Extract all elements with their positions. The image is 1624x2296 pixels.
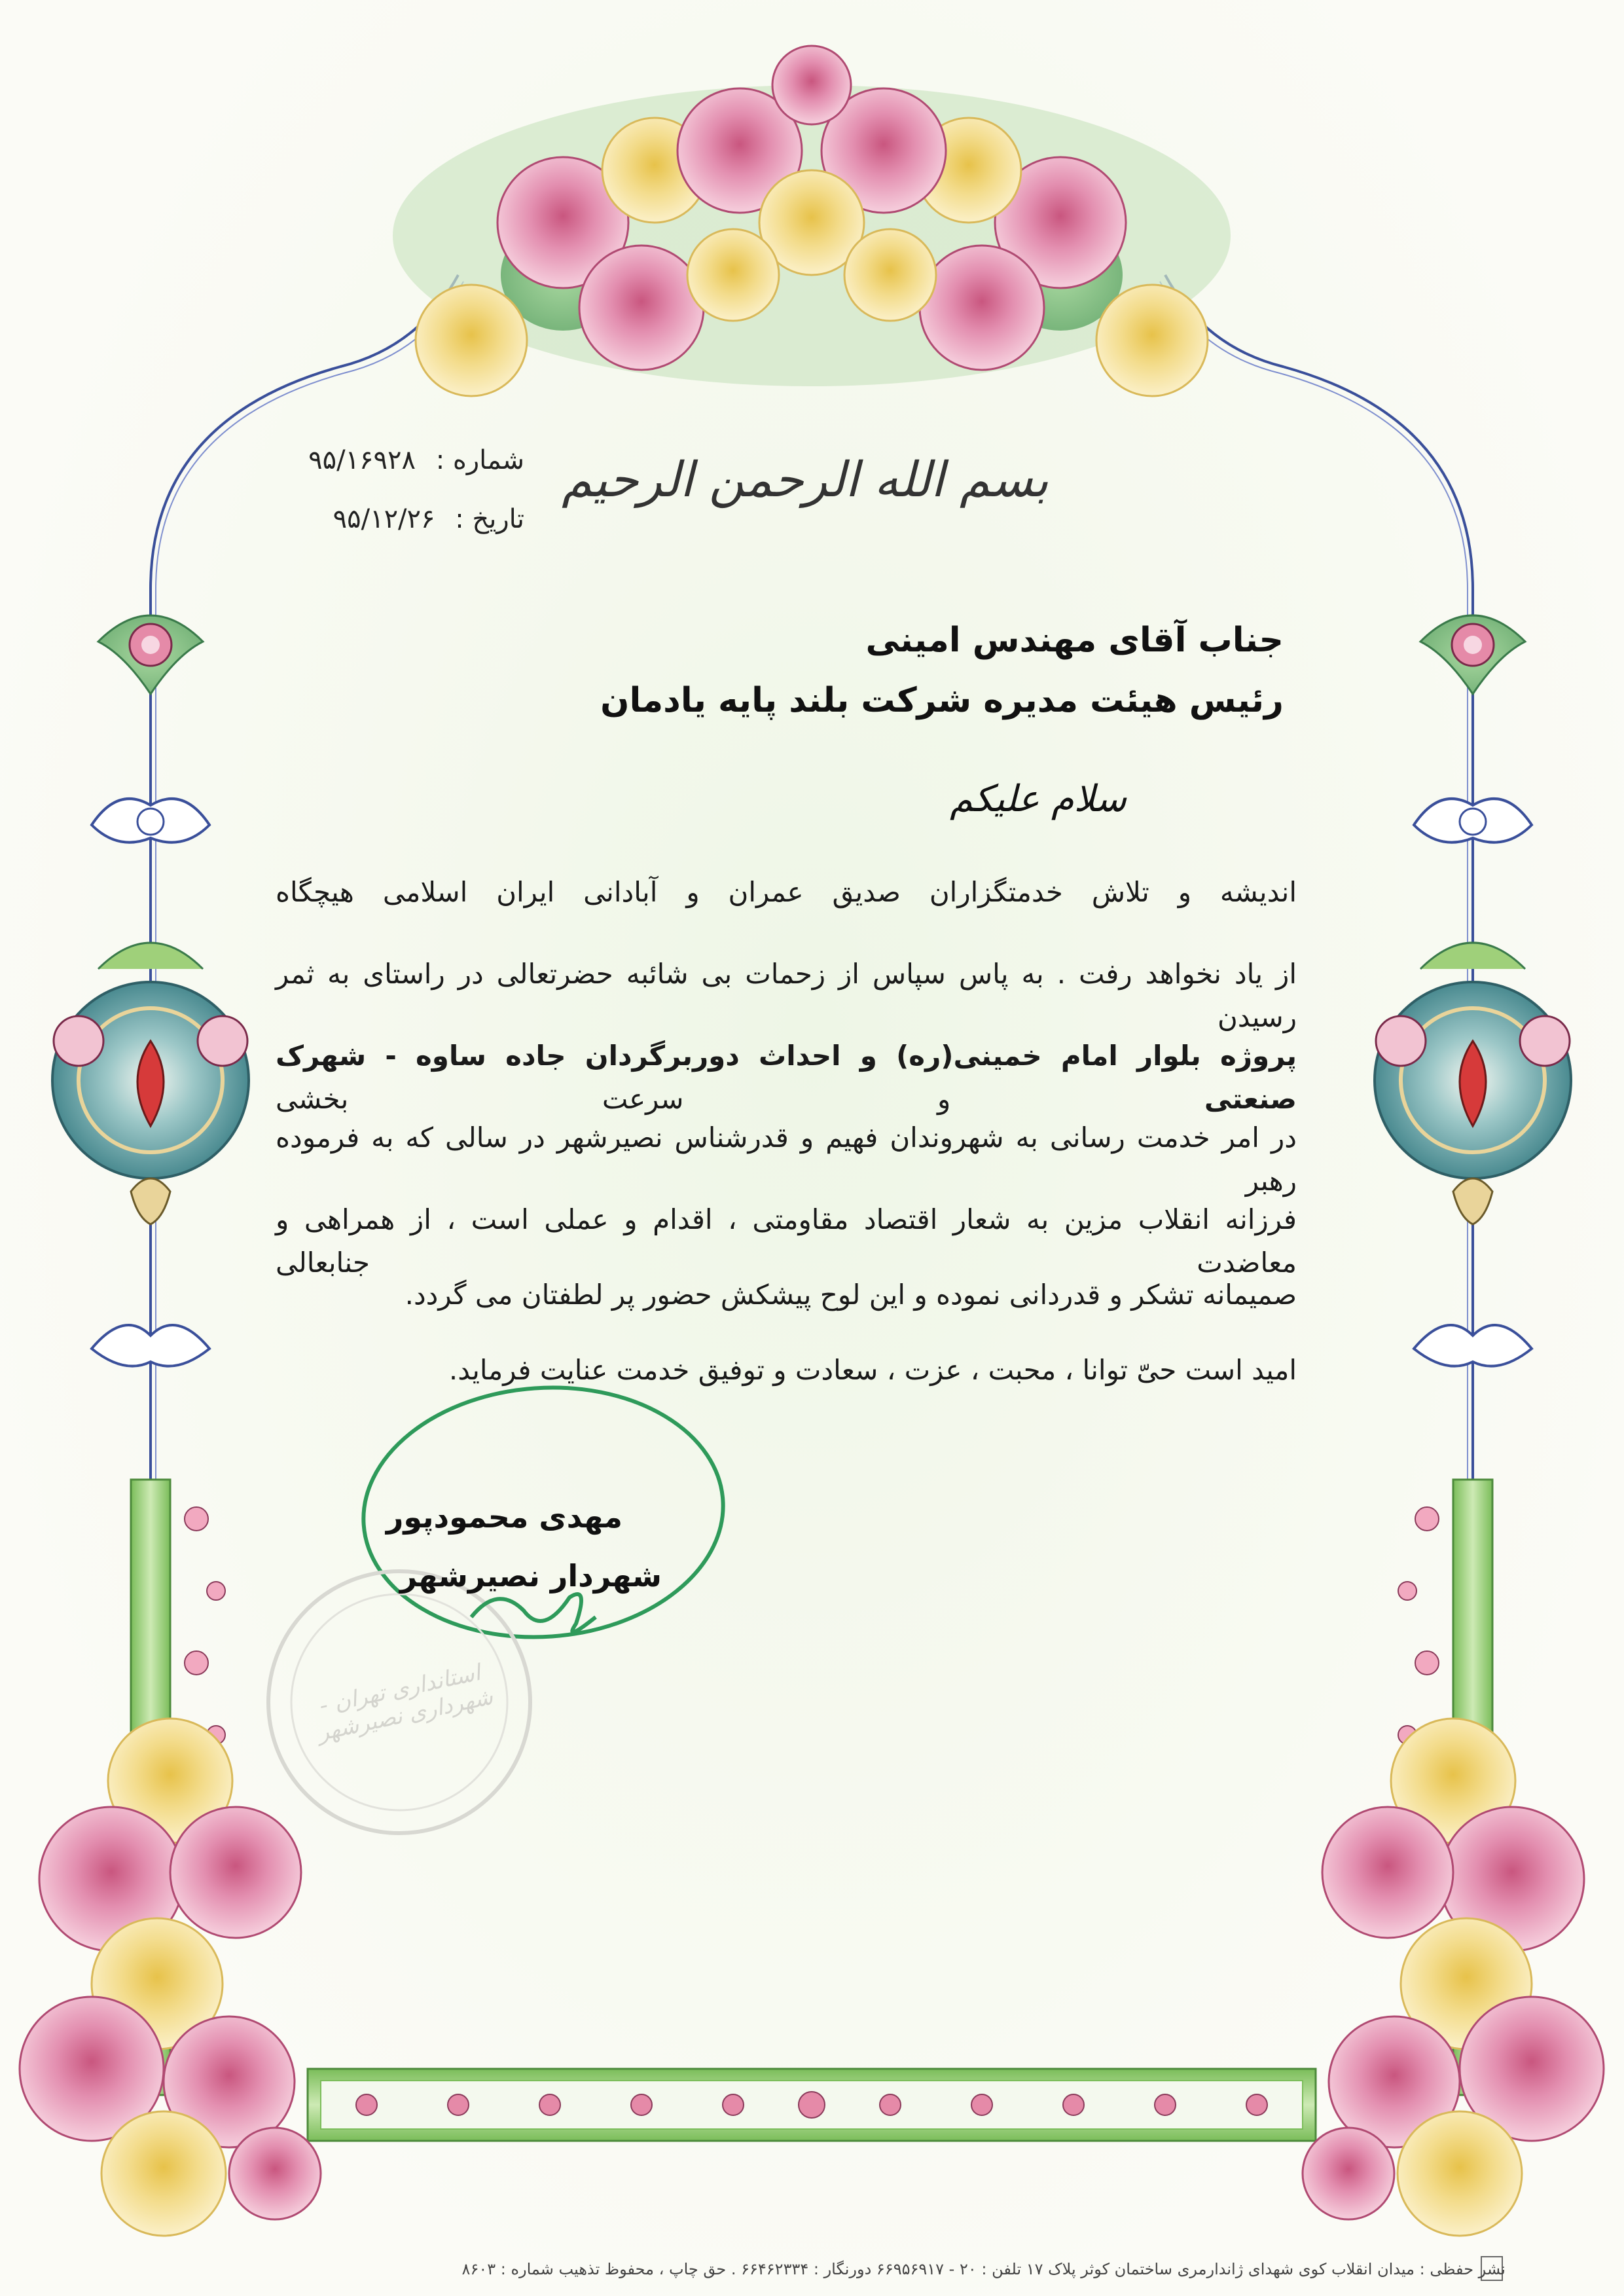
letter-date-label: تاریخ : <box>455 504 524 534</box>
bottom-left-rose-cluster <box>20 1719 321 2236</box>
project-title: پروژه بلوار امام خمینی(ره) و احداث دوربرگردان جاده ساوه - شهرک صنعتی <box>276 1040 1297 1115</box>
right-ornament-top <box>1420 615 1525 694</box>
bottom-right-rose-cluster <box>1303 1719 1604 2236</box>
body-line-3-rest: و سرعت بخشی <box>276 1083 951 1115</box>
addressee-line-1: جناب آقای مهندس امینی <box>865 621 1284 660</box>
body-line-7: امید است حیّ توانا ، محبت ، عزت ، سعادت و توفیق خدمت عنایت فرماید. <box>448 1354 1297 1386</box>
addressee-line-2: رئیس هیئت مدیره شرکت بلند پایه یادمان <box>600 681 1284 720</box>
signatory-name: مهدی محمودپور <box>386 1499 623 1535</box>
left-medallion <box>52 943 249 1224</box>
letter-date-value: ۹۵/۱۲/۲۶ <box>333 504 435 534</box>
right-medallion <box>1375 943 1571 1224</box>
body-line-2: از یاد نخواهد رفت . به پاس سپاس از زحمات بی شائبه حضرتعالی در راستای به ثمر رسیدن <box>276 958 1297 1033</box>
body-line-4: در امر خدمت رسانی به شهروندان فهیم و قدرشناس نصیرشهر در سالی که به فرموده رهبر <box>276 1121 1297 1197</box>
stamp-text: استانداری تهران - شهرداری نصیرشهر <box>315 1659 496 1747</box>
basmala-calligraphy: بسم الله الرحمن الرحیم <box>562 452 1049 508</box>
letter-number <box>308 445 524 475</box>
letter-number-label: شماره : <box>435 445 524 475</box>
body-line-5: فرزانه انقلاب مزین به شعار اقتصاد مقاومتی ، اقدام و عملی است ، از همراهی و معاضدت جنابعالی <box>276 1203 1297 1279</box>
body-line-6: صمیمانه تشکر و قدردانی نموده و این لوح پیشکش حضور پر لطفتان می گردد. <box>405 1279 1297 1311</box>
top-rose-crown <box>393 46 1231 396</box>
publisher-footer: نشر حفظی : میدان انقلاب کوی شهدای ژاندارمری ساختمان کوثر پلاک ۱۷ تلفن : ۲۰ - ۶۶۹۵۶۹۱۷ دورنگار : ۶۶۴۶۲۳۳۴ . حق چاپ ، محفوظ تذهیب شماره : ۸۶۰۳ <box>461 2260 1506 2278</box>
body-line-1: اندیشه و تلاش خدمتگزاران صدیق عمران و آبادانی ایران اسلامی هیچگاه <box>276 876 1297 908</box>
signature-scribble <box>471 1594 596 1632</box>
body-line-3 <box>276 1034 1297 1121</box>
letter-number-value: ۹۵/۱۶۹۲۸ <box>308 445 416 475</box>
left-ornament-mid <box>92 799 209 843</box>
right-ornament-mid <box>1414 799 1532 843</box>
letter-date <box>333 504 524 534</box>
signatory-title: شهردار نصیرشهر <box>399 1558 662 1594</box>
greeting: سلام علیکم <box>950 778 1127 820</box>
left-ornament-top <box>98 615 203 694</box>
